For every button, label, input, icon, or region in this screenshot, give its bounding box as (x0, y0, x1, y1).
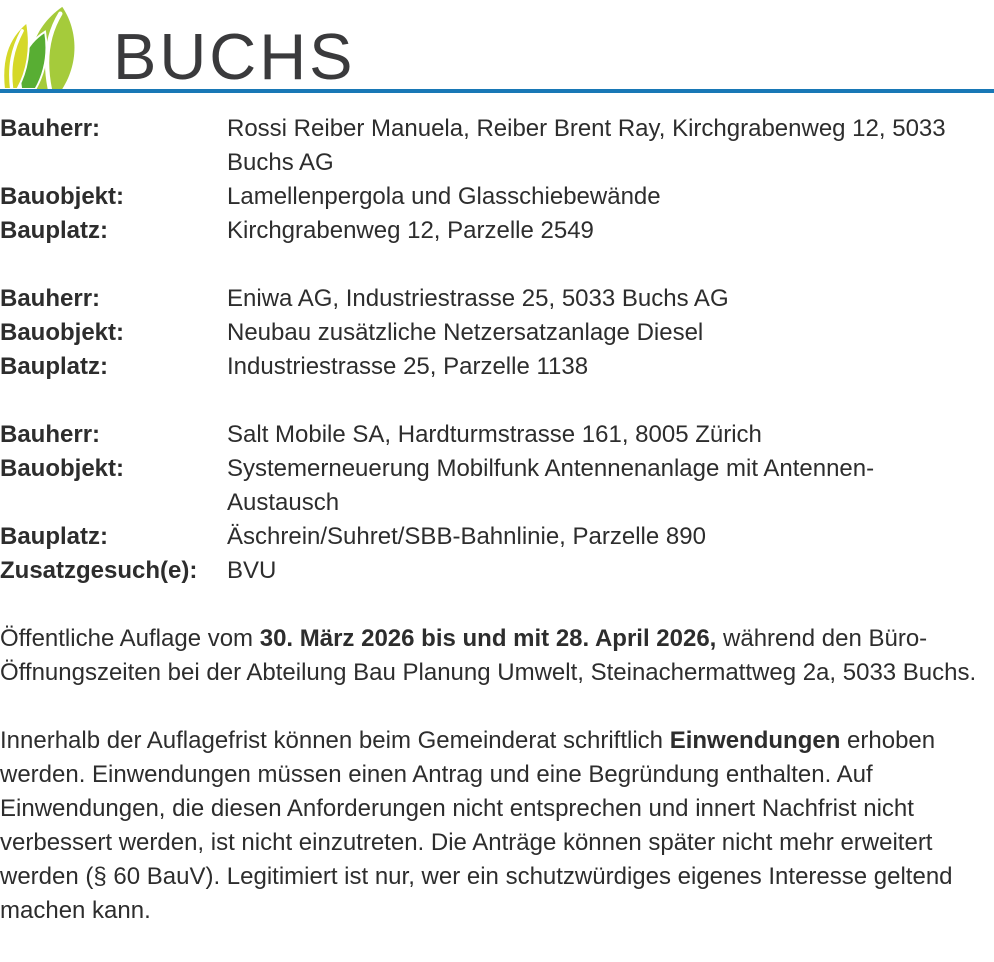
notice-content (0, 93, 994, 928)
masthead (0, 0, 994, 93)
field-value: Rossi Reiber Manuela, Reiber Brent Ray, Kirchgrabenweg 12, 5033 Buchs AG (227, 115, 946, 176)
field-value: Salt Mobile SA, Hardturmstrasse 161, 8005 Zürich (227, 421, 762, 448)
paragraph-text: erhoben werden. Einwendungen müssen einen Antrag und eine Begründung enthalten. Auf Einwendungen, die diesen Anforderungen nicht entsprechen und innert Nachfrist nicht verbessert werden, ist nicht einzutreten. Die Anträge können später nicht mehr erweitert werden (§ 60 BauV). Legitimiert ist nur, wer ein schutzwürdiges eigenes Interesse geltend machen kann. (0, 727, 953, 924)
field-label: Bauherr: (0, 421, 101, 448)
notice-row (0, 350, 994, 384)
field-label: Bauobjekt: (0, 455, 125, 482)
field-label: Bauherr: (0, 115, 101, 142)
building-notice-2 (0, 282, 994, 384)
einwendungen-bold: Einwendungen (669, 727, 841, 754)
paragraph-text: Öffentliche Auflage vom (0, 625, 260, 652)
notice-row (0, 180, 994, 214)
field-label: Bauobjekt: (0, 183, 125, 210)
field-label: Bauplatz: (0, 217, 108, 244)
field-value: Äschrein/Suhret/SBB-Bahnlinie, Parzelle 890 (227, 523, 706, 550)
field-value: Lamellenpergola und Glasschiebewände (227, 183, 661, 210)
field-label: Bauherr: (0, 285, 101, 312)
field-label: Bauplatz: (0, 353, 108, 380)
building-notice-1 (0, 112, 994, 248)
notice-row (0, 112, 994, 180)
notice-row (0, 214, 994, 248)
notice-row (0, 282, 994, 316)
paragraph-text: Innerhalb der Auflagefrist können beim Gemeinderat schriftlich (0, 727, 670, 754)
municipality-wordmark: BUCHS (113, 20, 356, 93)
auflage-period-bold: 30. März 2026 bis und mit 28. April 2026, (259, 625, 717, 652)
building-notice-3 (0, 418, 994, 588)
field-value: Eniwa AG, Industriestrasse 25, 5033 Buchs AG (227, 285, 729, 312)
buchs-leaves-logo-icon (0, 5, 93, 89)
einwendungen-paragraph (0, 724, 994, 928)
field-label: Bauobjekt: (0, 319, 125, 346)
notice-row (0, 520, 994, 554)
field-value: Neubau zusätzliche Netzersatzanlage Diesel (227, 319, 704, 346)
field-label: Bauplatz: (0, 523, 108, 550)
field-value: Systemerneuerung Mobilfunk Antennenanlage mit Antennen-Austausch (227, 455, 875, 516)
field-value: Industriestrasse 25, Parzelle 1138 (227, 353, 589, 380)
paragraph-text: während den Büro-Öffnungszeiten bei der Abteilung Bau Planung Umwelt, Steinachermattweg 2a, 5033 Buchs. (0, 625, 977, 686)
notice-row (0, 452, 994, 520)
notice-row (0, 316, 994, 350)
notice-row (0, 418, 994, 452)
field-value: BVU (227, 557, 277, 584)
field-value: Kirchgrabenweg 12, Parzelle 2549 (227, 217, 594, 244)
field-label: Zusatzgesuch(e): (0, 557, 198, 584)
notice-row (0, 554, 994, 588)
auflage-paragraph (0, 622, 994, 690)
